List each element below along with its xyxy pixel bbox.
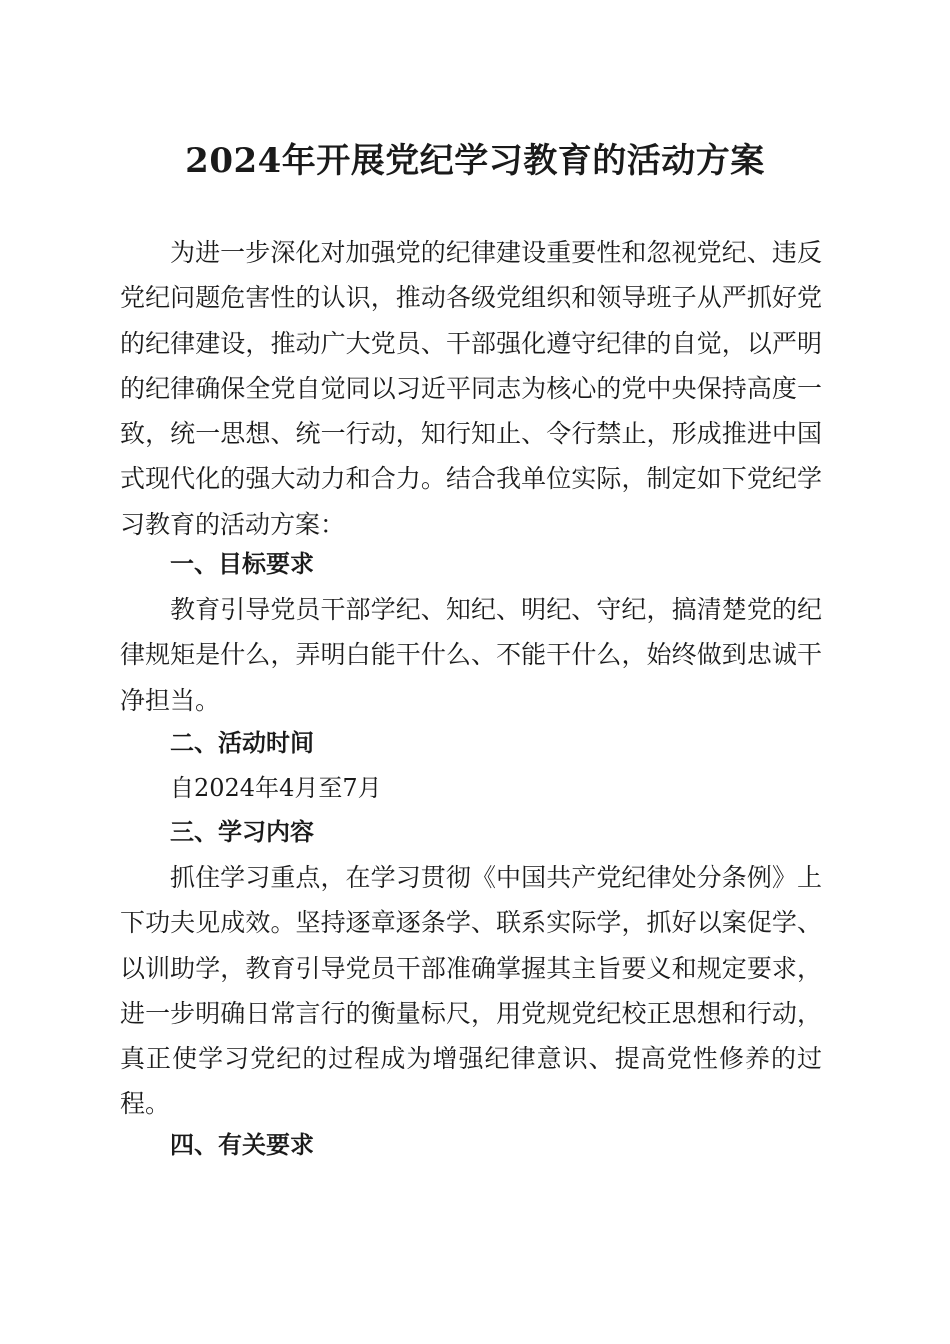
section-heading-time: 二、活动时间 — [170, 729, 314, 757]
section-text-content: 抓住学习重点，在学习贯彻《中国共产党纪律处分条例》上下功夫见成效。坚持逐章逐条学、联系实际学，抓好以案促学、以训助学，教育引导党员干部准确掌握其主旨要义和规定要求，进一步明确日常言行的衡量标尺，用党规党纪校正思想和行动，真正使学习党纪的过程成为增强纪律意识、提高党性修养的过程。 — [120, 863, 822, 1119]
section-heading-goals: 一、目标要求 — [170, 550, 314, 578]
section-heading-requirements: 四、有关要求 — [170, 1131, 314, 1159]
intro-paragraph: 为进一步深化对加强党的纪律建设重要性和忽视党纪、违反党纪问题危害性的认识，推动各级党组织和领导班子从严抓好党的纪律建设，推动广大党员、干部强化遵守纪律的自觉，以严明的纪律确保全党自觉同以习近平同志为核心的党中央保持高度一致，统一思想、统一行动，知行知止、令行禁止，形成推进中国式现代化的强大动力和合力。结合我单位实际，制定如下党纪学习教育的活动方案： — [120, 238, 822, 539]
section-text-goals: 教育引导党员干部学纪、知纪、明纪、守纪，搞清楚党的纪律规矩是什么，弄明白能干什么、不能干什么，始终做到忠诚干净担当。 — [120, 595, 822, 715]
section-heading-content: 三、学习内容 — [170, 818, 314, 846]
document-title: 2024年开展党纪学习教育的活动方案 — [185, 141, 765, 181]
section-text-time: 自2024年4月至7月 — [170, 774, 382, 802]
